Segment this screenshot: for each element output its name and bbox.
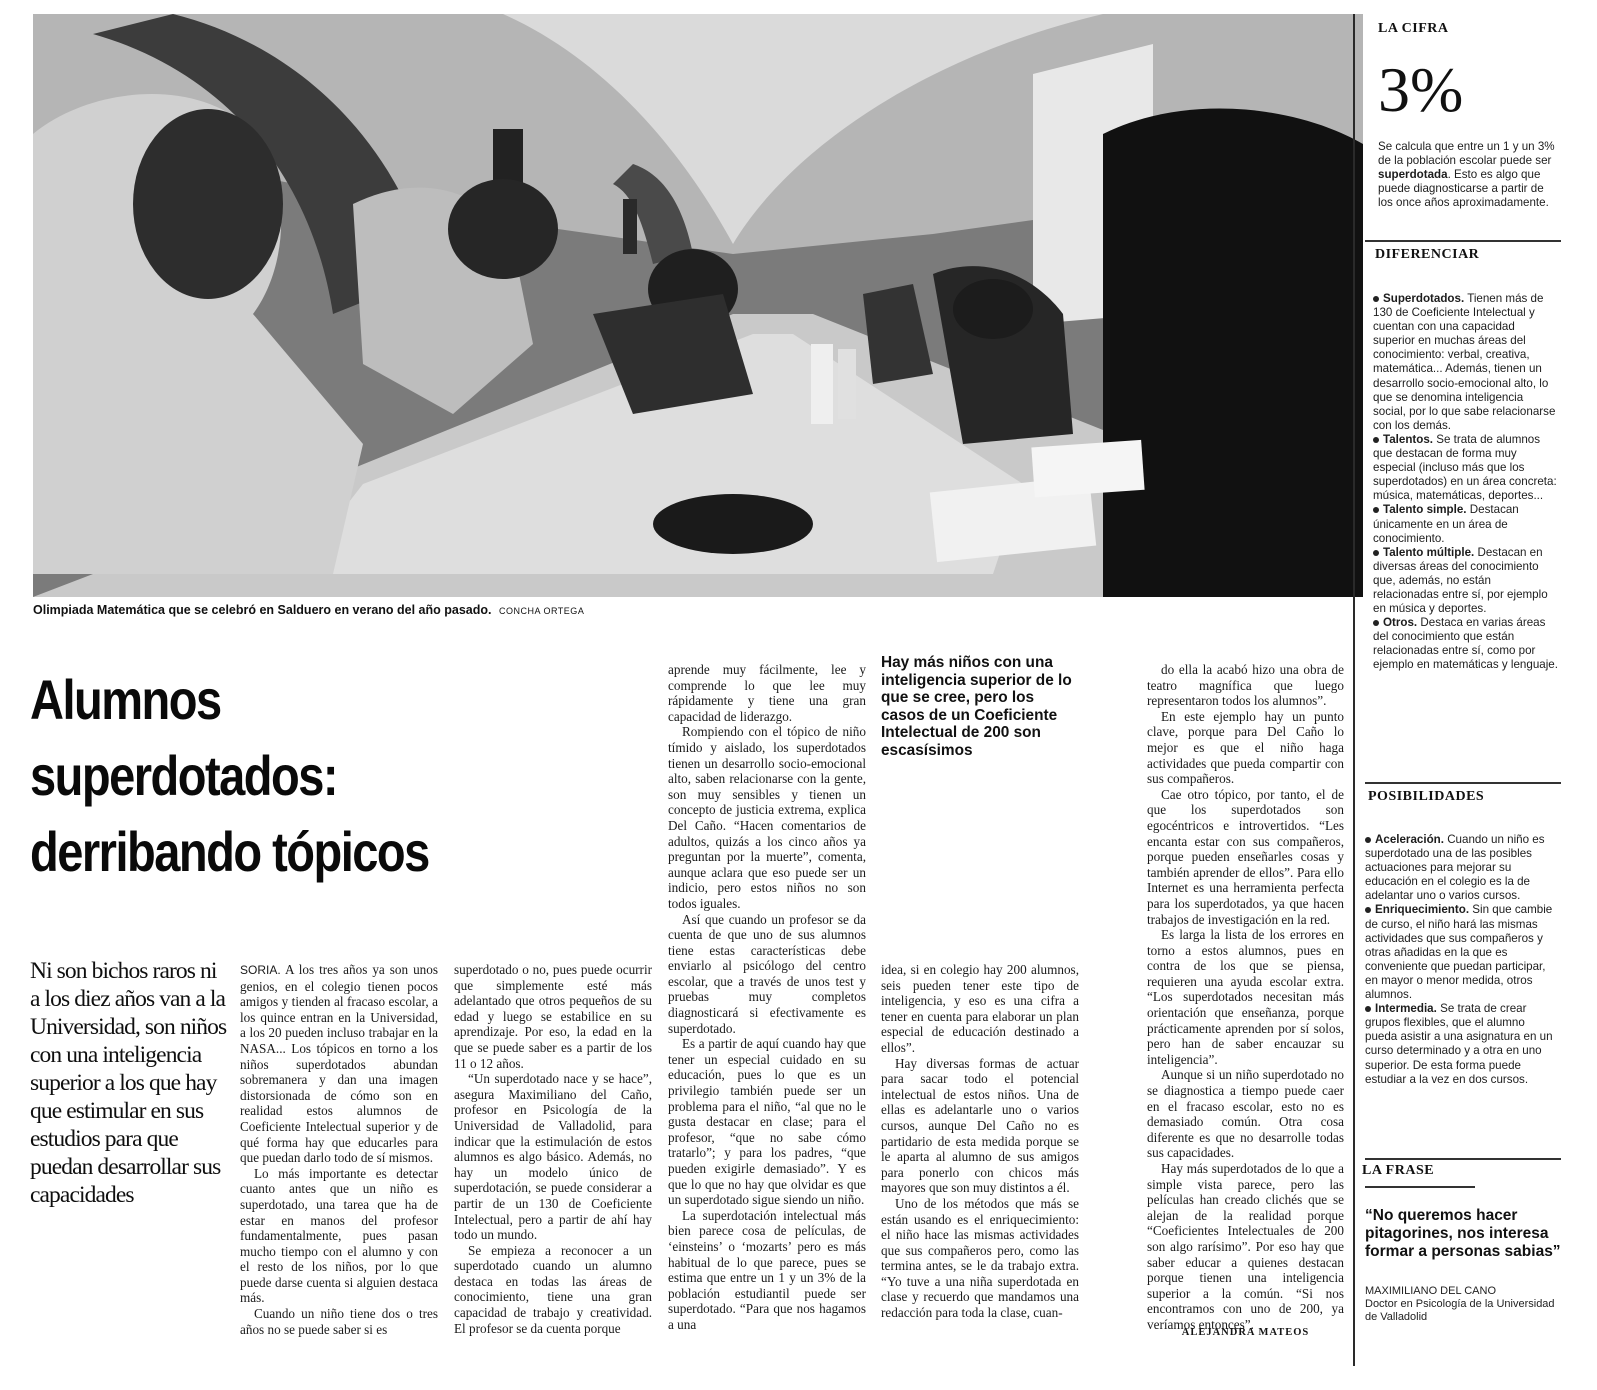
sidebar-divider <box>1353 14 1355 1366</box>
frase-quote: “No queremos hacer pitagorines, nos interesa formar a personas sabias” <box>1365 1207 1561 1260</box>
item-term: Intermedia. <box>1375 1002 1437 1016</box>
bullet-icon <box>1365 907 1371 913</box>
body-paragraph: Así que cuando un profesor se da cuenta de que uno de sus alumnos tiene estas características debe enviarlo al psicólogo del centro escolar, que a través de unos test y pruebas muy completos diagnosticará si efectivamente es superdotado. <box>668 911 866 1036</box>
item-text: Se trata de crear grupos flexibles, que el alumno pueda asistir a una asignatura en un curso determinado y a otra en uno superior. De esta forma puede estudiar a la vez en dos cursos. <box>1365 1002 1553 1086</box>
body-paragraph: Lo más importante es detectar cuanto antes que un niño es superdotado, una tarea que ha de estar en manos del profesor fundamentalmente, pues pasan mucho tiempo con el alumno y con el resto de los niños, por lo que puede darse cuenta si alguien destaca más. <box>240 1165 438 1306</box>
posibilidades-item <box>1365 1002 1557 1087</box>
item-term: Otros. <box>1383 616 1418 630</box>
body-paragraph: Hay más superdotados de lo que a simple vista parece, pero las películas han creado clichés que se alejan de la realidad porque “Coeficientes Intelectuales de 200 son algo rarísimo”. Por eso hay que saber educar a quienes destacan porque tienen una inteligencia superior a la común. “Si nos encontramos con uno de 200, ya veríamos entonces”. <box>1147 1161 1344 1332</box>
frase-author: MAXIMILIANO DEL CANO <box>1365 1285 1497 1297</box>
photo-caption-text: Olimpiada Matemática que se celebró en Salduero en verano del año pasado. <box>33 603 492 617</box>
photo-credit: CONCHA ORTEGA <box>498 606 585 616</box>
frase-source <box>1365 1285 1561 1324</box>
diferenciar-item <box>1373 433 1559 503</box>
sidebar-heading-posibilidades: POSIBILIDADES <box>1368 789 1485 804</box>
item-text: Destacan únicamente en un área de conocimiento. <box>1373 503 1519 545</box>
headline-line-1: Alumnos <box>30 668 221 731</box>
item-text: Tienen más de 130 de Coeficiente Intelectual y cuentan con una capacidad superior en muchas áreas del conocimiento: verbal, creativa, matemática... Además, tienen un desarrollo socio-emocional alto, lo que se denomina inteligencia social, por lo que sabe relacionarse con los demás. <box>1373 292 1556 432</box>
body-paragraph: aprende muy fácilmente, lee y comprende lo que lee muy rápidamente y tiene una gran capacidad de liderazgo. <box>668 662 866 724</box>
sidebar-rule <box>1365 1186 1475 1188</box>
cifra-description <box>1378 140 1558 210</box>
diferenciar-list <box>1373 292 1559 673</box>
body-column-3 <box>668 662 866 1333</box>
bullet-icon <box>1373 550 1379 556</box>
item-text: Sin que cambie de curso, el niño hará las mismas actividades que sus compañeros y otras añadidas en la que es conveniente que puedan participar, en mayor o menor medida, otros alumnos. <box>1365 903 1553 1002</box>
item-term: Talento simple. <box>1383 503 1467 517</box>
byline: ALEJANDRA MATEOS <box>1181 1327 1310 1338</box>
posibilidades-item <box>1365 903 1557 1002</box>
pull-quote: Hay más niños con una inteligencia superior de lo que se cree, pero los casos de un Coeficiente Intelectual de 200 son escasísimos <box>881 654 1072 759</box>
item-text: Destaca en varias áreas del conocimiento que están relacionadas entre sí, como por ejemplo en matemáticas y lenguaje. <box>1373 616 1558 672</box>
body-paragraph: Aunque si un niño superdotado no se diagnostica a tiempo puede caer en el fracaso escolar, esto no es demasiado común. Otra cosa diferente es que no desarrolle todas sus capacidades. <box>1147 1067 1344 1161</box>
body-column-5 <box>1147 662 1344 1333</box>
diferenciar-item <box>1373 503 1559 545</box>
bullet-icon <box>1365 837 1371 843</box>
body-paragraph: idea, si en colegio hay 200 alumnos, seis pueden tener este tipo de inteligencia, y eso es una cifra a tener en cuenta para elaborar un plan especial de educación destinado a ellos”. <box>881 962 1079 1055</box>
body-column-2 <box>454 962 652 1336</box>
bullet-icon <box>1373 620 1379 626</box>
body-paragraph: Cae otro tópico, por tanto, el de que los superdotados son egocéntricos e introvertidos. “Les encanta estar con sus compañeros, porque pueden enseñarles cosas y también aprender de ellos”. Para ello Internet es una herramienta perfecta para los superdotados, ya que hacen trabajos de investigación en la red. <box>1147 786 1344 927</box>
bullet-icon <box>1373 437 1379 443</box>
sidebar-heading-cifra: LA CIFRA <box>1378 21 1449 36</box>
body-text: A los tres años ya son unos genios, en el colegio tienen pocos amigos y tienden al fracaso escolar, a los quince entran en la Universidad, a los 20 pueden incluso trabajar en la NASA... Los tópicos en torno a los niños superdotados abundan sobremanera y dan una imagen distorsionada de cómo son en realidad estos alumnos de Coeficiente Intelectual superior y de qué forma hay que educarles para que puedan darlo todo de sí mismos. <box>240 962 438 1166</box>
diferenciar-item <box>1373 616 1559 672</box>
diferenciar-item <box>1373 292 1559 433</box>
bullet-icon <box>1373 507 1379 513</box>
sidebar-heading-diferenciar: DIFERENCIAR <box>1375 247 1480 262</box>
bullet-icon <box>1365 1006 1371 1012</box>
body-paragraph: En este ejemplo hay un punto clave, porque para Del Caño lo mejor es que el niño haga actividades que pueda compartir con sus compañeros. <box>1147 708 1344 787</box>
body-paragraph: Uno de los métodos que más se están usando es el enriquecimiento: el niño hace las mismas actividades que sus compañeros pero, como las termina antes, se le da trabajo extra. “Yo tuve a una niña superdotada en clase y recuerdo que mandamos una redacción para toda la clase, cuan- <box>881 1195 1079 1321</box>
body-paragraph <box>240 962 438 1166</box>
posibilidades-list <box>1365 833 1557 1087</box>
sidebar-rule <box>1365 782 1561 784</box>
item-term: Aceleración. <box>1375 833 1444 846</box>
photo-caption <box>33 603 933 617</box>
bullet-icon <box>1373 296 1379 302</box>
cifra-value: 3% <box>1378 54 1464 125</box>
body-paragraph: superdotado o no, pues puede ocurrir que simplemente esté más adelantado que otros pequeños de su edad y luego se estabilice en su aprendizaje. Por eso, la edad en la que se puede saber es a partir de los 11 o 12 años. <box>454 962 652 1071</box>
cifra-text-b: . Esto es algo que puede diagnosticarse a partir de los once años aproximadamente. <box>1378 168 1549 210</box>
item-text: Cuando un niño es superdotado una de las posibles actuaciones para mejorar su educación en el colegio es la de adelantar uno o varios cursos. <box>1365 833 1545 903</box>
classroom-photo-illustration <box>33 14 1363 597</box>
sidebar-heading-frase: LA FRASE <box>1362 1163 1435 1178</box>
body-paragraph: Cuando un niño tiene dos o tres años no se puede saber si es <box>240 1306 438 1337</box>
body-paragraph: Rompiendo con el tópico de niño tímido y aislado, los superdotados tienen un desarrollo socio-emocional alto, saben relacionarse con la gente, son muy sensibles y tienen un concepto de justicia extrema, explica Del Caño. “Hacen comentarios de adultos, quizás a los cinco años ya preguntan por la muerte”, comenta, aunque aclara que eso puede ser un indicio, pero estos niños no son todos iguales. <box>668 724 866 911</box>
item-term: Enriquecimiento. <box>1375 903 1470 917</box>
posibilidades-item <box>1365 833 1557 903</box>
headline-line-3: derribando tópicos <box>30 820 429 883</box>
item-text: Se trata de alumnos que destacan de forma muy especial (incluso más que los superdotados) en un área concreta: música, matemáticas, deportes... <box>1373 432 1557 503</box>
item-term: Talento múltiple. <box>1383 545 1475 559</box>
item-text: Destacan en diversas áreas del conocimiento que, además, no están relacionadas entre sí, por ejemplo en música y deportes. <box>1373 545 1548 616</box>
cifra-text-bold: superdotada <box>1378 168 1448 182</box>
body-paragraph: Se empieza a reconocer a un superdotado cuando un alumno destaca en todas las áreas de conocimiento, tiene una gran capacidad de trabajo y creatividad. El profesor se da cuenta porque <box>454 1242 652 1336</box>
item-term: Superdotados. <box>1383 292 1465 305</box>
body-paragraph: “Un superdotado nace y se hace”, asegura Maximiliano del Caño, profesor en Psicología de la Universidad de Valladolid, para indicar que la estimulación de estos alumnos es algo básico. Además, no hay un modelo único de superdotación, se puede considerar a partir de un 130 de Coeficiente Intelectual, pero a partir de ahí hay todo un mundo. <box>454 1071 652 1243</box>
body-paragraph: La superdotación intelectual más bien parece cosa de películas, de ‘einsteins’ o ‘mozarts’ pero es más habitual de lo que parece, pues se estima que entre un 1 y un 3% de la población estudiantil puede ser superdotado. “Para que nos hagamos a una <box>668 1207 866 1332</box>
article-photo <box>33 14 1363 597</box>
body-paragraph: Es a partir de aquí cuando hay que tener un especial cuidado en su educación, pues lo que es un privilegio también puede ser un problema para el niño, “al que no le gusta destacar en clase; para el profesor, “que no sabe cómo tratarlo”; y para los padres, “que pueden exigirle demasiado”. Y es que lo que no hay que olvidar es que un superdotado sigue siendo un niño. <box>668 1036 866 1208</box>
sidebar-rule <box>1365 240 1561 242</box>
diferenciar-item <box>1373 546 1559 616</box>
cifra-text-a: Se calcula que entre un 1 y un 3% de la población escolar puede ser <box>1378 140 1555 168</box>
frase-role: Doctor en Psicología de la Universidad de Valladolid <box>1365 1298 1555 1323</box>
body-paragraph: Es larga la lista de los errores en torno a estos alumnos, pues en contra de los que se piensa, requieren una ayuda escolar extra. “Los superdotados necesitan más orientación que enseñanza, porque prácticamente aprenden por sí solos, pero han de saber encauzar su inteligencia”. <box>1147 927 1344 1067</box>
body-column-4 <box>881 962 1079 1321</box>
sidebar-rule <box>1365 1158 1561 1160</box>
deck-subtitle: Ni son bichos raros ni a los diez años van a la Universidad, son niños con una inteligencia superior a los que hay que estimular en sus estudios para que puedan desarrollar sus capacidades <box>30 958 227 1208</box>
body-paragraph: Hay diversas formas de actuar para sacar todo el potencial intelectual de estos niños. Una de ellas es adelantarle uno o varios cursos, aunque Del Caño no es partidario de esta medida porque se le aparta al alumno de sus amigos para ponerlo con chicos más mayores que son muy distintos a él. <box>881 1055 1079 1196</box>
headline <box>30 662 568 890</box>
headline-line-2: superdotados: <box>30 744 338 807</box>
body-column-1 <box>240 962 438 1337</box>
item-term: Talentos. <box>1383 432 1434 446</box>
dateline: SORIA. <box>240 963 281 977</box>
body-paragraph: do ella la acabó hizo una obra de teatro magnífica que luego representaron todos los alumnos”. <box>1147 662 1344 709</box>
